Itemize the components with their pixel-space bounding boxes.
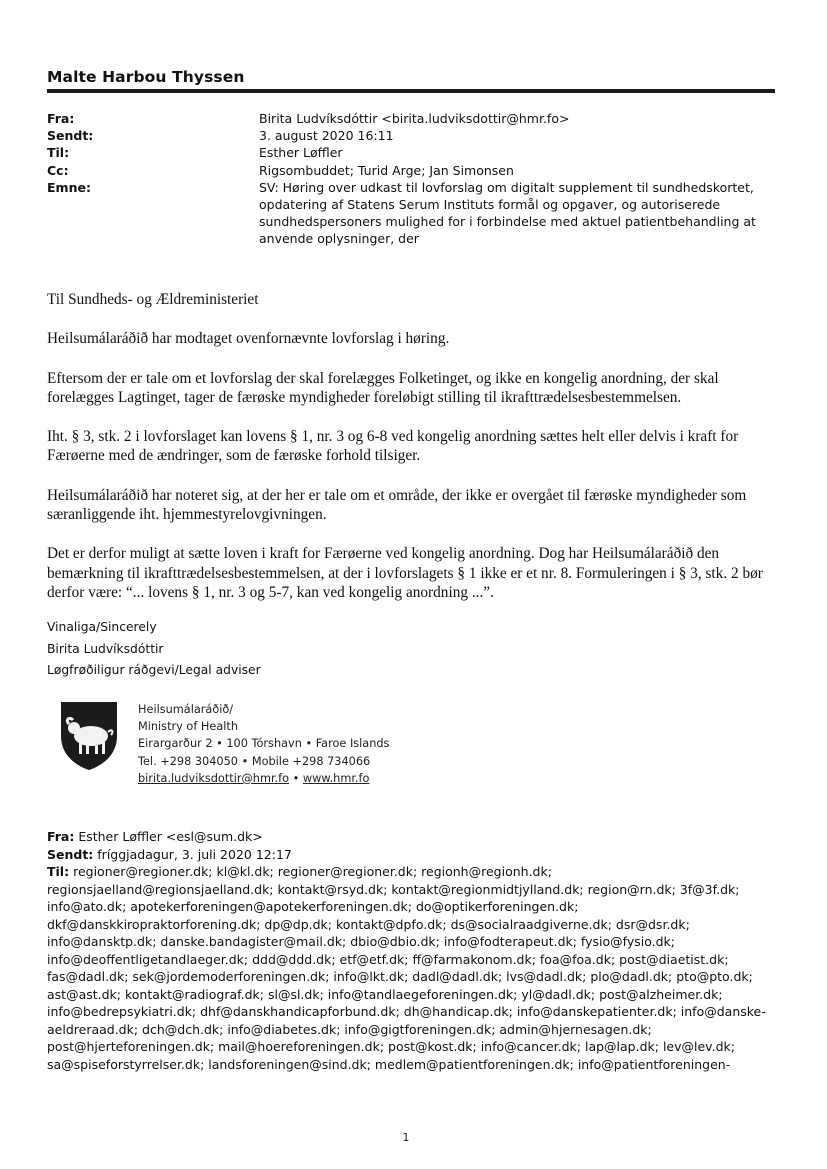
salutation: Vinaliga/Sincerely bbox=[47, 620, 157, 634]
fwd-value: Esther Løffler <esl@sum.dk> bbox=[74, 829, 263, 844]
field-label: Fra: bbox=[47, 111, 75, 126]
subject-line: opdatering af Statens Serum Instituts formål og opgaver, og autoriserede bbox=[259, 197, 721, 213]
field-to bbox=[47, 144, 775, 161]
sender-name: Malte Harbou Thyssen bbox=[47, 68, 245, 86]
fwd-label: Fra: bbox=[47, 829, 75, 844]
web-link[interactable]: www.hmr.fo bbox=[302, 771, 370, 785]
closing bbox=[47, 618, 261, 683]
greeting: Til Sundheds- og Ældreministeriet bbox=[47, 291, 259, 308]
recipient-line: info@dansktp.dk; danske.bandagister@mail.dk; dbio@dbio.dk; info@fodterapeut.dk; fysio@fysio.dk; bbox=[47, 934, 675, 949]
fwd-from bbox=[47, 828, 787, 846]
recipient-line: info@ato.dk; apotekerforeningen@apotekerforeningen.dk; do@optikerforeningen.dk; bbox=[47, 899, 579, 914]
field-subject bbox=[47, 179, 775, 248]
address: Eirargarður 2 • 100 Tórshavn • Faroe Islands bbox=[138, 737, 390, 751]
subject-line: sundhedspersoners mulighed for i forbindelse med aktuel patientbehandling at bbox=[259, 214, 756, 230]
subject-line: anvende oplysninger, der bbox=[259, 231, 419, 247]
header-rule bbox=[47, 89, 775, 93]
paragraph: Det er derfor muligt at sætte loven i kraft for Færøerne ved kongelig anordning. Dog har Heilsumálaráðið den bemærkning til ikrafttrædelsesbestemmelsen, at der i lovforslagets § 1 ikke er et nr. 8. Formuleringen i § 3, stk. 2 bør derfor være: “... lovens § 1, nr. 3 og 5-7, kan ved kongelig anordning ...”. bbox=[47, 545, 763, 601]
fwd-label: Til: bbox=[47, 864, 70, 879]
field-sent bbox=[47, 127, 775, 144]
field-value: Esther Løffler bbox=[259, 145, 343, 161]
recipient-line: ast@ast.dk; kontakt@radiograf.dk; sl@sl.dk; info@tandlaegeforeningen.dk; yl@dadl.dk; post@alzheimer.dk; bbox=[47, 986, 723, 1002]
phones: Tel. +298 304050 • Mobile +298 734066 bbox=[138, 754, 371, 768]
org-name-en: Ministry of Health bbox=[138, 720, 238, 734]
recipient-line: sa@spiseforstyrrelser.dk; landsforeningen@sind.dk; medlem@patientforeningen.dk; info@patientforeningen- bbox=[47, 1056, 731, 1072]
paragraph: Iht. § 3, stk. 2 i lovforslaget kan lovens § 1, nr. 3 og 6-8 ved kongelig anordning sættes helt eller delvis i kraft for Færøerne med de ændringer, som de færøske forhold tilsiger. bbox=[47, 428, 739, 465]
field-label: Emne: bbox=[47, 179, 91, 195]
ram-coat-of-arms-icon bbox=[57, 698, 121, 772]
field-value: Rigsombuddet; Turid Arge; Jan Simonsen bbox=[259, 162, 514, 178]
recipient-line: post@hjerteforeningen.dk; mail@hoereforeningen.dk; post@kost.dk; info@cancer.dk; lap@lap.dk; lev@lev.dk; bbox=[47, 1039, 735, 1054]
field-value: Birita Ludvíksdóttir <birita.ludviksdottir@hmr.fo> bbox=[259, 111, 570, 126]
email-header bbox=[47, 110, 775, 248]
subject-line: SV: Høring over udkast til lovforslag om digitalt supplement til sundhedskortet, bbox=[259, 179, 754, 195]
field-cc bbox=[47, 162, 775, 179]
fwd-to bbox=[47, 863, 787, 881]
fwd-sent bbox=[47, 846, 787, 864]
field-label: Cc: bbox=[47, 162, 69, 178]
recipient-line: info@bedrepsykiatri.dk; dhf@danskhandicapforbund.dk; dh@handicap.dk; info@danskepatienter.dk; info@danske- bbox=[47, 1004, 766, 1019]
forwarded-header bbox=[47, 828, 787, 1073]
signer-name: Birita Ludvíksdóttir bbox=[47, 641, 164, 656]
separator: • bbox=[289, 771, 303, 785]
paragraph: Heilsumálaráðið har noteret sig, at der her er tale om et område, der ikke er overgået til færøske myndigheder som særanliggende iht. hjemmestyrelovgivningen. bbox=[47, 486, 747, 524]
page-number: 1 bbox=[402, 1132, 410, 1144]
fwd-value: fríggjadagur, 3. juli 2020 12:17 bbox=[93, 846, 292, 862]
recipient-line: regioner@regioner.dk; kl@kl.dk; regioner@regioner.dk; regionh@regionh.dk; bbox=[69, 864, 552, 879]
org-name: Heilsumálaráðið/ bbox=[138, 703, 234, 716]
contact-links bbox=[138, 770, 389, 787]
recipient-line: aeldreraad.dk; dch@dch.dk; info@diabetes.dk; info@gigtforeningen.dk; admin@hjernesagen.dk; bbox=[47, 1021, 652, 1037]
paragraph: Heilsumálaráðið har modtaget ovenfornævnte lovforslag i høring. bbox=[47, 330, 450, 348]
field-value bbox=[259, 179, 775, 248]
recipient-line: fas@dadl.dk; sek@jordemoderforeningen.dk; info@lkt.dk; dadl@dadl.dk; lvs@dadl.dk; plo@dadl.dk; pto@pto.dk; bbox=[47, 969, 753, 984]
signer-title: Løgfrøðiligur ráðgevi/Legal adviser bbox=[47, 663, 261, 677]
recipient-line: regionsjaelland@regionsjaelland.dk; kontakt@rsyd.dk; kontakt@regionmidtjylland.dk; region@rn.dk; 3f@3f.dk; bbox=[47, 881, 740, 897]
field-label: Sendt: bbox=[47, 128, 94, 144]
letter-body bbox=[47, 290, 782, 622]
recipient-line: dkf@danskkiropraktorforening.dk; dp@dp.dk; kontakt@dpfo.dk; ds@socialraadgiverne.dk; dsr@dsr.dk; bbox=[47, 916, 690, 932]
paragraph: Eftersom der er tale om et lovforslag der skal forelægges Folketinget, og ikke en kongelig anordning, der skal forelægges Lagtinget, tager de færøske myndigheder foreløbigt stilling til ikrafttrædelsesbestemmelsen. bbox=[47, 369, 719, 406]
field-from bbox=[47, 110, 775, 127]
signature-block bbox=[138, 701, 389, 787]
field-value: 3. august 2020 16:11 bbox=[259, 128, 394, 144]
field-label: Til: bbox=[47, 145, 70, 161]
recipient-line: info@deoffentligetandlaeger.dk; ddd@ddd.dk; etf@etf.dk; ff@farmakonom.dk; foa@foa.dk; post@diaetist.dk; bbox=[47, 951, 729, 967]
email-link[interactable]: birita.ludviksdottir@hmr.fo bbox=[138, 771, 290, 785]
fwd-label: Sendt: bbox=[47, 846, 94, 862]
